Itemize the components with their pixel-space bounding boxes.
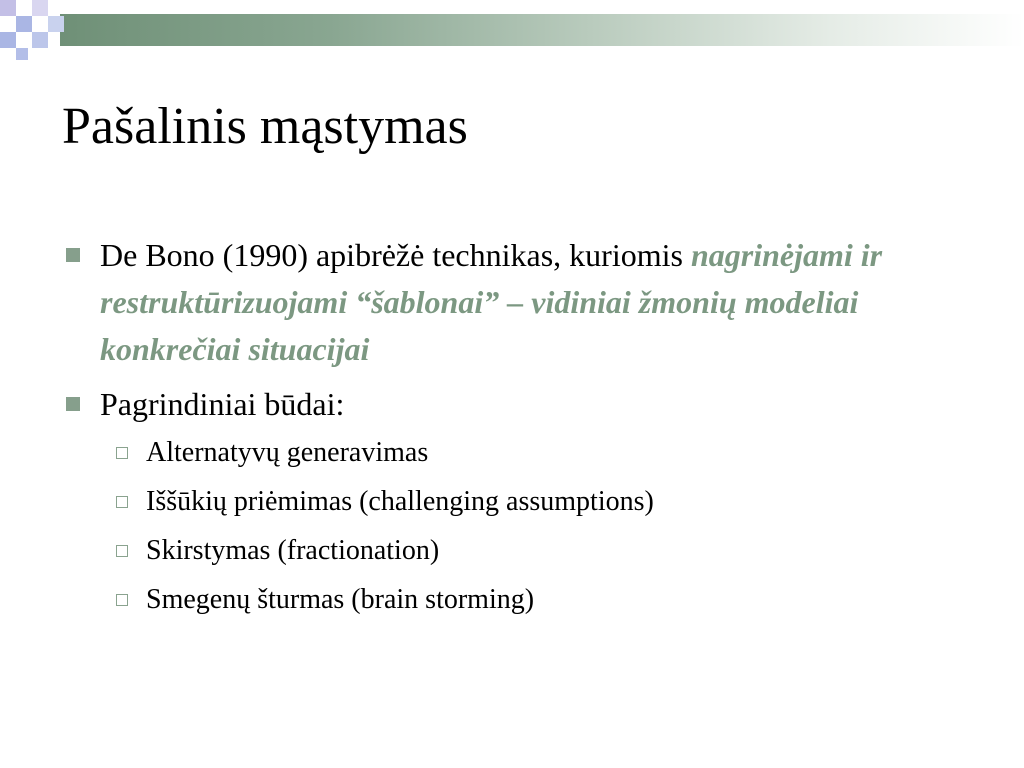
header-square [16, 16, 32, 32]
header-square [0, 0, 16, 16]
bullet-text: Pagrindiniai būdai: [100, 386, 345, 422]
hollow-square-bullet-icon [116, 545, 128, 557]
sub-bullet-text: Smegenų šturmas (brain storming) [146, 584, 535, 615]
bullet-item [62, 232, 942, 373]
bullet-text: De Bono (1990) apibrėžė technikas, kuriomis [100, 237, 691, 273]
sub-bullet-item [100, 436, 942, 470]
sub-bullet-list [100, 436, 942, 617]
sub-bullet-item [100, 485, 942, 519]
sub-bullet-item [100, 534, 942, 568]
sub-bullet-item [100, 583, 942, 617]
header-gradient-bar [60, 14, 1024, 46]
header-square [16, 48, 28, 60]
slide-body [62, 232, 942, 632]
square-bullet-icon [66, 248, 80, 262]
header-decoration [0, 0, 1024, 62]
sub-bullet-text: Skirstymas (fractionation) [146, 535, 440, 566]
header-square [48, 16, 64, 32]
hollow-square-bullet-icon [116, 447, 128, 459]
hollow-square-bullet-icon [116, 594, 128, 606]
bullet-emphasis-text: nagrinėjami ir restruktūrizuojami “šablonai” – vidiniai žmonių modeliai konkrečiai situacijai [100, 237, 883, 367]
sub-bullet-text: Iššūkių priėmimas (challenging assumptions) [146, 486, 654, 517]
header-square [32, 0, 48, 16]
header-square [32, 32, 48, 48]
header-square [0, 32, 16, 48]
hollow-square-bullet-icon [116, 496, 128, 508]
sub-bullet-text: Alternatyvų generavimas [146, 437, 429, 468]
square-bullet-icon [66, 397, 80, 411]
slide-title: Pašalinis mąstymas [62, 98, 468, 155]
bullet-item [62, 381, 942, 428]
